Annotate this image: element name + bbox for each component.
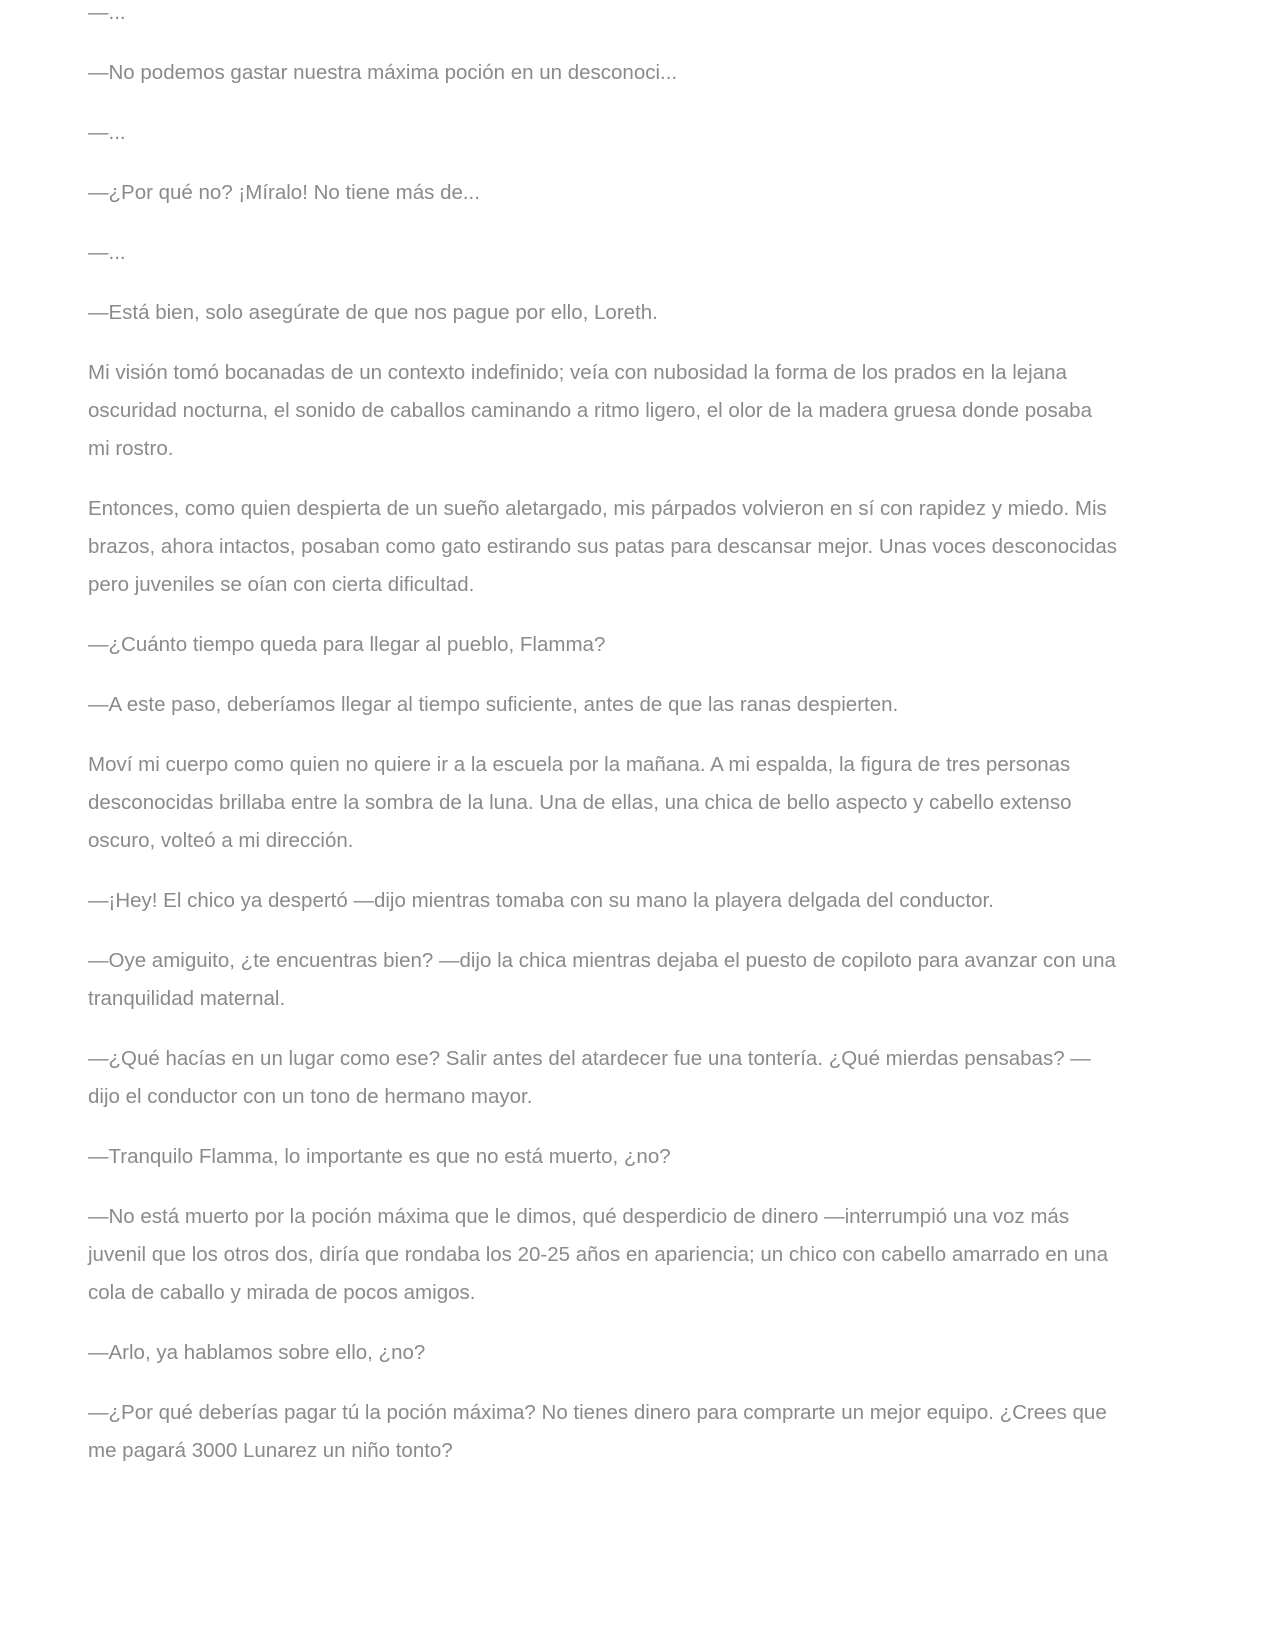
paragraph: Moví mi cuerpo como quien no quiere ir a la escuela por la mañana. A mi espalda, la figura de tres personas desconocidas brillaba entre la sombra de la luna. Una de ellas, una chica de bello aspecto y cabello extenso oscuro, volteó a mi dirección. bbox=[88, 753, 1072, 852]
paragraph: —No está muerto por la poción máxima que le dimos, qué desperdicio de dinero —interrumpió una voz más juvenil que los otros dos, diría que rondaba los 20-25 años en apariencia; un chico con cabello amarrado en una cola de caballo y mirada de pocos amigos. bbox=[88, 1205, 1108, 1304]
paragraph: —A este paso, deberíamos llegar al tiempo suficiente, antes de que las ranas despierten. bbox=[88, 693, 899, 716]
paragraph: Entonces, como quien despierta de un sueño aletargado, mis párpados volvieron en sí con rapidez y miedo. Mis brazos, ahora intactos, posaban como gato estirando sus patas para descansar mejor. Unas voces desconocidas pero juveniles se oían con cierta dificultad. bbox=[88, 497, 1118, 596]
paragraph: —... bbox=[88, 1, 126, 24]
paragraph: —¿Cuánto tiempo queda para llegar al pueblo, Flamma? bbox=[88, 633, 606, 656]
paragraph: —No podemos gastar nuestra máxima poción en un desconoci... bbox=[88, 61, 678, 84]
paragraph: —¿Por qué deberías pagar tú la poción máxima? No tienes dinero para comprarte un mejor equipo. ¿Crees que me pagará 3000 Lunarez un niño tonto? bbox=[88, 1401, 1107, 1462]
paragraph: —Arlo, ya hablamos sobre ello, ¿no? bbox=[88, 1341, 426, 1364]
paragraph: —¿Qué hacías en un lugar como ese? Salir antes del atardecer fue una tontería. ¿Qué mierdas pensabas? —dijo el conductor con un tono de hermano mayor. bbox=[88, 1047, 1091, 1108]
paragraph: —Está bien, solo asegúrate de que nos pague por ello, Loreth. bbox=[88, 301, 658, 324]
paragraph: Mi visión tomó bocanadas de un contexto indefinido; veía con nubosidad la forma de los prados en la lejana oscuridad nocturna, el sonido de caballos caminando a ritmo ligero, el olor de la madera gruesa donde posaba mi rostro. bbox=[88, 361, 1092, 460]
paragraph: —Oye amiguito, ¿te encuentras bien? —dijo la chica mientras dejaba el puesto de copiloto para avanzar con una tranquilidad maternal. bbox=[88, 949, 1116, 1010]
paragraph: —¿Por qué no? ¡Míralo! No tiene más de... bbox=[88, 181, 480, 204]
document-body bbox=[88, 0, 1118, 1492]
paragraph: —... bbox=[88, 121, 126, 144]
paragraph: —¡Hey! El chico ya despertó —dijo mientras tomaba con su mano la playera delgada del conductor. bbox=[88, 889, 994, 912]
paragraph: —... bbox=[88, 241, 126, 264]
paragraph: —Tranquilo Flamma, lo importante es que no está muerto, ¿no? bbox=[88, 1145, 671, 1168]
